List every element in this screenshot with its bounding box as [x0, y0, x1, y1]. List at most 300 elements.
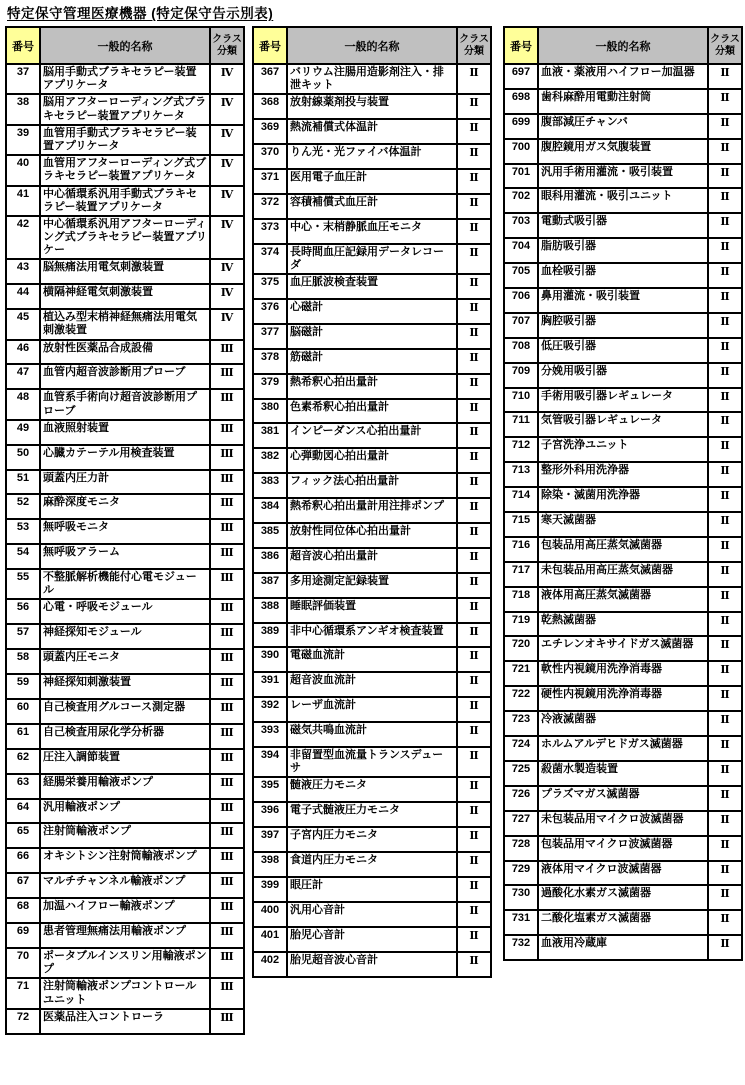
header-general-name: 一般的名称	[287, 27, 457, 64]
table-row	[6, 64, 244, 94]
class-value: Ⅳ	[210, 64, 244, 94]
tables-container	[5, 26, 745, 1035]
class-value: Ⅱ	[708, 587, 742, 612]
row-number: 63	[6, 774, 40, 799]
class-value: Ⅱ	[708, 89, 742, 114]
class-value: Ⅱ	[457, 274, 491, 299]
class-value: Ⅲ	[210, 873, 244, 898]
table-row	[253, 877, 491, 902]
table-row	[6, 494, 244, 519]
class-value: Ⅳ	[210, 125, 244, 155]
class-value: Ⅱ	[708, 861, 742, 886]
class-value: Ⅱ	[457, 548, 491, 573]
row-number: 719	[504, 612, 538, 637]
header-general-name: 一般的名称	[538, 27, 708, 64]
class-value: Ⅱ	[457, 852, 491, 877]
row-number: 382	[253, 448, 287, 473]
row-number: 68	[6, 898, 40, 923]
class-value: Ⅲ	[210, 923, 244, 948]
device-name: ポータブルインスリン用輸液ポンプ	[40, 948, 210, 978]
row-number: 700	[504, 139, 538, 164]
device-name: 心電・呼吸モジュール	[40, 599, 210, 624]
row-number: 377	[253, 324, 287, 349]
class-value: Ⅳ	[210, 259, 244, 284]
table-row	[6, 569, 244, 599]
class-value: Ⅱ	[708, 114, 742, 139]
table-row	[504, 388, 742, 413]
class-value: Ⅲ	[210, 823, 244, 848]
table-row	[504, 338, 742, 363]
table-row	[253, 219, 491, 244]
table-row	[504, 512, 742, 537]
class-value: Ⅱ	[457, 573, 491, 598]
header-number: 番号	[6, 27, 40, 64]
device-name: 容積補償式血圧計	[287, 194, 457, 219]
device-name: 腹腔鏡用ガス気腹装置	[538, 139, 708, 164]
table-row	[253, 548, 491, 573]
row-number: 379	[253, 374, 287, 399]
device-name: 磁気共鳴血流計	[287, 722, 457, 747]
class-value: Ⅱ	[708, 188, 742, 213]
row-number: 380	[253, 399, 287, 424]
page-title: 特定保守管理医療機器 (特定保守告示別表)	[7, 6, 274, 21]
row-number: 44	[6, 284, 40, 309]
class-value: Ⅳ	[210, 284, 244, 309]
row-number: 730	[504, 885, 538, 910]
device-name: 心弾動図心拍出量計	[287, 448, 457, 473]
row-number: 61	[6, 724, 40, 749]
table-row	[504, 238, 742, 263]
row-number: 381	[253, 423, 287, 448]
device-name: 筋磁計	[287, 349, 457, 374]
class-value: Ⅱ	[457, 697, 491, 722]
class-value: Ⅱ	[457, 498, 491, 523]
table-body	[6, 64, 244, 1034]
row-number: 45	[6, 309, 40, 339]
row-number: 698	[504, 89, 538, 114]
row-number: 389	[253, 623, 287, 648]
device-name: 心磁計	[287, 299, 457, 324]
device-name: 腹部減圧チャンバ	[538, 114, 708, 139]
table-row	[504, 487, 742, 512]
device-table-right	[503, 26, 743, 961]
device-name: ホルムアルデヒドガス滅菌器	[538, 736, 708, 761]
table-row	[253, 274, 491, 299]
row-number: 402	[253, 952, 287, 977]
row-number: 729	[504, 861, 538, 886]
row-number: 708	[504, 338, 538, 363]
table-row	[253, 952, 491, 977]
table-row	[504, 587, 742, 612]
class-value: Ⅱ	[457, 927, 491, 952]
table-row	[6, 125, 244, 155]
table-row	[253, 64, 491, 94]
class-value: Ⅱ	[708, 612, 742, 637]
row-number: 398	[253, 852, 287, 877]
table-row	[253, 523, 491, 548]
class-value: Ⅱ	[708, 736, 742, 761]
table-row	[253, 902, 491, 927]
table-row	[253, 144, 491, 169]
device-name: 脳無痛法用電気刺激装置	[40, 259, 210, 284]
class-value: Ⅲ	[210, 470, 244, 495]
device-name: 中心循環系汎用手動式ブラキセラピー装置アプリケータ	[40, 186, 210, 216]
table-row	[6, 649, 244, 674]
table-row	[6, 284, 244, 309]
device-name: 気管吸引器レギュレータ	[538, 412, 708, 437]
table-row	[253, 119, 491, 144]
class-value: Ⅱ	[457, 722, 491, 747]
device-name: 子宮内圧力モニタ	[287, 827, 457, 852]
device-name: 神経探知モジュール	[40, 624, 210, 649]
device-name: 麻酔深度モニタ	[40, 494, 210, 519]
row-number: 59	[6, 674, 40, 699]
device-name: 加温ハイフロー輸液ポンプ	[40, 898, 210, 923]
table-row	[504, 139, 742, 164]
class-value: Ⅱ	[457, 169, 491, 194]
device-name: 手術用吸引器レギュレータ	[538, 388, 708, 413]
row-number: 50	[6, 445, 40, 470]
table-row	[6, 699, 244, 724]
class-value: Ⅱ	[708, 238, 742, 263]
row-number: 697	[504, 64, 538, 89]
class-value: Ⅱ	[457, 299, 491, 324]
row-number: 728	[504, 836, 538, 861]
class-value: Ⅲ	[210, 1009, 244, 1034]
class-value: Ⅱ	[708, 64, 742, 89]
device-name: 眼科用灌流・吸引ユニット	[538, 188, 708, 213]
class-value: Ⅱ	[457, 399, 491, 424]
row-number: 71	[6, 978, 40, 1008]
row-number: 722	[504, 686, 538, 711]
table-row	[253, 722, 491, 747]
class-value: Ⅱ	[457, 623, 491, 648]
row-number: 385	[253, 523, 287, 548]
device-name: 電動式吸引器	[538, 213, 708, 238]
device-name: 無呼吸アラーム	[40, 544, 210, 569]
table-row	[504, 935, 742, 960]
row-number: 710	[504, 388, 538, 413]
class-value: Ⅱ	[708, 487, 742, 512]
device-name: バリウム注腸用造影剤注入・排泄キット	[287, 64, 457, 94]
table-row	[504, 288, 742, 313]
class-value: Ⅱ	[457, 877, 491, 902]
device-name: 電磁血流計	[287, 647, 457, 672]
class-value: Ⅱ	[457, 119, 491, 144]
device-name: 包装品用高圧蒸気滅菌器	[538, 537, 708, 562]
table-row	[253, 349, 491, 374]
class-value: Ⅲ	[210, 494, 244, 519]
table-row	[504, 114, 742, 139]
table-row	[253, 423, 491, 448]
device-name: 頭蓋内圧力計	[40, 470, 210, 495]
device-name: 軟性内視鏡用洗浄消毒器	[538, 661, 708, 686]
row-number: 375	[253, 274, 287, 299]
device-name: 血管用手動式ブラキセラピー装置アプリケータ	[40, 125, 210, 155]
table-row	[6, 848, 244, 873]
class-value: Ⅱ	[708, 836, 742, 861]
table-row	[504, 412, 742, 437]
class-value: Ⅱ	[457, 64, 491, 94]
table-row	[6, 544, 244, 569]
table-row	[504, 811, 742, 836]
row-number: 400	[253, 902, 287, 927]
table-row	[504, 885, 742, 910]
class-value: Ⅱ	[457, 244, 491, 274]
row-number: 43	[6, 259, 40, 284]
device-name: 心臓カテーテル用検査装置	[40, 445, 210, 470]
table-row	[253, 299, 491, 324]
device-name: りん光・光ファイバ体温計	[287, 144, 457, 169]
row-number: 711	[504, 412, 538, 437]
row-number: 717	[504, 562, 538, 587]
row-number: 367	[253, 64, 287, 94]
class-value: Ⅳ	[210, 155, 244, 185]
class-value: Ⅲ	[210, 364, 244, 389]
device-name: 低圧吸引器	[538, 338, 708, 363]
row-number: 704	[504, 238, 538, 263]
class-value: Ⅱ	[708, 164, 742, 189]
device-name: 殺菌水製造装置	[538, 761, 708, 786]
row-number: 69	[6, 923, 40, 948]
row-number: 714	[504, 487, 538, 512]
table-row	[6, 155, 244, 185]
class-value: Ⅱ	[457, 448, 491, 473]
row-number: 370	[253, 144, 287, 169]
row-number: 67	[6, 873, 40, 898]
class-value: Ⅱ	[457, 672, 491, 697]
device-name: 多用途測定記録装置	[287, 573, 457, 598]
device-name: 脳用アフターローディング式ブラキセラピー装置アプリケータ	[40, 94, 210, 124]
table-row	[6, 216, 244, 260]
row-number: 42	[6, 216, 40, 260]
device-name: 血圧脈波検査装置	[287, 274, 457, 299]
table-row	[6, 749, 244, 774]
table-row	[504, 188, 742, 213]
row-number: 53	[6, 519, 40, 544]
device-name: 不整脈解析機能付心電モジュール	[40, 569, 210, 599]
row-number: 391	[253, 672, 287, 697]
class-value: Ⅳ	[210, 186, 244, 216]
table-row	[253, 697, 491, 722]
row-number: 706	[504, 288, 538, 313]
row-number: 383	[253, 473, 287, 498]
device-name: 未包装品用高圧蒸気滅菌器	[538, 562, 708, 587]
class-value: Ⅲ	[210, 749, 244, 774]
row-number: 396	[253, 802, 287, 827]
device-name: 長時間血圧記録用データレコーダ	[287, 244, 457, 274]
class-value: Ⅱ	[708, 761, 742, 786]
class-value: Ⅲ	[210, 774, 244, 799]
table-row	[6, 420, 244, 445]
table-row	[6, 94, 244, 124]
device-name: 非中心循環系アンギオ検査装置	[287, 623, 457, 648]
device-name: インピーダンス心拍出量計	[287, 423, 457, 448]
table-row	[504, 910, 742, 935]
device-name: 眼圧計	[287, 877, 457, 902]
device-name: 液体用高圧蒸気滅菌器	[538, 587, 708, 612]
table-row	[253, 473, 491, 498]
table-row	[253, 399, 491, 424]
table-row	[504, 64, 742, 89]
device-name: 熱希釈心拍出量計用注排ポンプ	[287, 498, 457, 523]
row-number: 369	[253, 119, 287, 144]
table-row	[6, 774, 244, 799]
device-name: 液体用マイクロ波滅菌器	[538, 861, 708, 886]
class-value: Ⅱ	[457, 374, 491, 399]
row-number: 723	[504, 711, 538, 736]
class-value: Ⅱ	[457, 473, 491, 498]
table-body	[504, 64, 742, 960]
device-name: 汎用手術用灌流・吸引装置	[538, 164, 708, 189]
class-value: Ⅲ	[210, 599, 244, 624]
row-number: 368	[253, 94, 287, 119]
row-number: 395	[253, 777, 287, 802]
table-row	[504, 363, 742, 388]
row-number: 401	[253, 927, 287, 952]
table-row	[253, 194, 491, 219]
class-value: Ⅱ	[708, 288, 742, 313]
row-number: 62	[6, 749, 40, 774]
device-name: 患者管理無痛法用輸液ポンプ	[40, 923, 210, 948]
table-row	[6, 309, 244, 339]
class-value: Ⅱ	[708, 338, 742, 363]
device-name: 横隔神経電気刺激装置	[40, 284, 210, 309]
row-number: 388	[253, 598, 287, 623]
row-number: 394	[253, 747, 287, 777]
table-row	[253, 927, 491, 952]
row-number: 56	[6, 599, 40, 624]
row-number: 721	[504, 661, 538, 686]
row-number: 387	[253, 573, 287, 598]
header-number: 番号	[253, 27, 287, 64]
table-row	[6, 624, 244, 649]
class-value: Ⅲ	[210, 674, 244, 699]
device-name: 血栓吸引器	[538, 263, 708, 288]
table-row	[253, 827, 491, 852]
device-name: 非留置型血流量トランスデューサ	[287, 747, 457, 777]
header-row	[504, 27, 742, 64]
device-name: 注射筒輸液ポンプ	[40, 823, 210, 848]
table-row	[504, 836, 742, 861]
row-number: 732	[504, 935, 538, 960]
class-value: Ⅱ	[708, 910, 742, 935]
device-name: 睡眠評価装置	[287, 598, 457, 623]
device-name: 無呼吸モニタ	[40, 519, 210, 544]
device-name: 超音波心拍出量計	[287, 548, 457, 573]
row-number: 724	[504, 736, 538, 761]
device-name: 冷液滅菌器	[538, 711, 708, 736]
table-row	[504, 786, 742, 811]
class-value: Ⅱ	[708, 885, 742, 910]
class-value: Ⅱ	[457, 647, 491, 672]
device-name: 圧注入調節装置	[40, 749, 210, 774]
device-name: 整形外科用洗浄器	[538, 462, 708, 487]
device-name: 血管内超音波診断用プローブ	[40, 364, 210, 389]
device-name: フィック法心拍出量計	[287, 473, 457, 498]
table-row	[504, 537, 742, 562]
table-row	[6, 259, 244, 284]
device-name: 植込み型末梢神経無痛法用電気刺激装置	[40, 309, 210, 339]
class-value: Ⅲ	[210, 978, 244, 1008]
table-body	[253, 64, 491, 977]
class-value: Ⅳ	[210, 216, 244, 260]
device-name: 電子式髄液圧力モニタ	[287, 802, 457, 827]
table-row	[6, 978, 244, 1008]
class-value: Ⅱ	[708, 412, 742, 437]
class-value: Ⅱ	[457, 144, 491, 169]
table-row	[504, 213, 742, 238]
class-value: Ⅱ	[457, 598, 491, 623]
device-name: レーザ血流計	[287, 697, 457, 722]
row-number: 393	[253, 722, 287, 747]
table-row	[6, 389, 244, 419]
table-row	[504, 437, 742, 462]
class-value: Ⅲ	[210, 649, 244, 674]
class-value: Ⅱ	[457, 194, 491, 219]
row-number: 46	[6, 340, 40, 365]
row-number: 65	[6, 823, 40, 848]
class-value: Ⅱ	[457, 423, 491, 448]
class-value: Ⅲ	[210, 724, 244, 749]
class-value: Ⅲ	[210, 569, 244, 599]
class-value: Ⅱ	[708, 462, 742, 487]
row-number: 41	[6, 186, 40, 216]
row-number: 51	[6, 470, 40, 495]
class-value: Ⅱ	[457, 94, 491, 119]
table-row	[253, 244, 491, 274]
row-number: 384	[253, 498, 287, 523]
device-name: 胸腔吸引器	[538, 313, 708, 338]
device-name: 除染・滅菌用洗浄器	[538, 487, 708, 512]
device-name: 熱希釈心拍出量計	[287, 374, 457, 399]
table-row	[504, 686, 742, 711]
device-name: 脂肪吸引器	[538, 238, 708, 263]
table-row	[504, 761, 742, 786]
device-name: 自己検査用尿化学分析器	[40, 724, 210, 749]
table-row	[504, 736, 742, 761]
row-number: 726	[504, 786, 538, 811]
row-number: 54	[6, 544, 40, 569]
class-value: Ⅱ	[708, 562, 742, 587]
table-row	[6, 340, 244, 365]
row-number: 699	[504, 114, 538, 139]
table-row	[253, 623, 491, 648]
row-number: 386	[253, 548, 287, 573]
class-value: Ⅳ	[210, 309, 244, 339]
class-value: Ⅱ	[708, 213, 742, 238]
row-number: 371	[253, 169, 287, 194]
class-value: Ⅲ	[210, 519, 244, 544]
class-value: Ⅱ	[708, 512, 742, 537]
table-row	[6, 674, 244, 699]
row-number: 374	[253, 244, 287, 274]
device-name: 分娩用吸引器	[538, 363, 708, 388]
class-value: Ⅱ	[708, 811, 742, 836]
device-name: 汎用心音計	[287, 902, 457, 927]
device-name: 医用電子血圧計	[287, 169, 457, 194]
table-row	[6, 599, 244, 624]
class-value: Ⅱ	[708, 711, 742, 736]
table-row	[6, 519, 244, 544]
row-number: 66	[6, 848, 40, 873]
device-name: 血管系手術向け超音波診断用プローブ	[40, 389, 210, 419]
table-row	[504, 462, 742, 487]
device-name: 色素希釈心拍出量計	[287, 399, 457, 424]
class-value: Ⅱ	[457, 219, 491, 244]
class-value: Ⅱ	[708, 263, 742, 288]
device-name: 鼻用灌流・吸引装置	[538, 288, 708, 313]
